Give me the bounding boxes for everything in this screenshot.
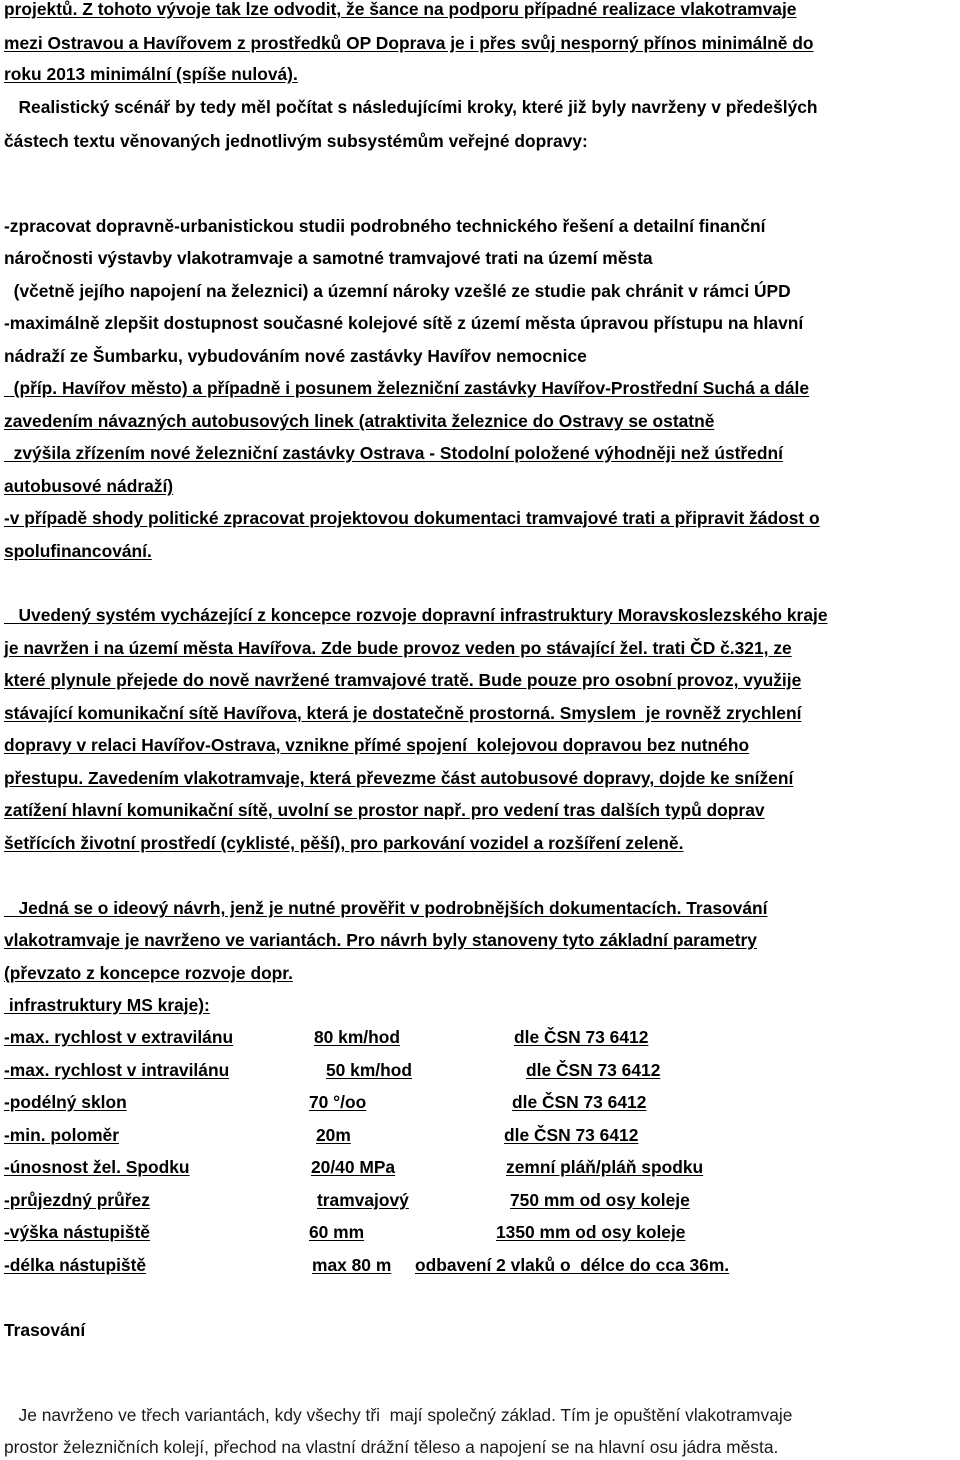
param-name: -průjezdný průřez [4,1190,150,1210]
steps-line-11: spolufinancování. [4,541,152,561]
steps-line-3: (včetně jejího napojení na železnici) a územní nároky vzešlé ze studie pak chránit v rámci ÚPD [4,281,791,301]
param-name: -délka nástupiště [4,1255,147,1275]
param-name: -min. poloměr [4,1125,119,1145]
steps-line-8: zvýšila zřízením nové železniční zastávky Ostrava - Stodolní položené výhodněji než ústřední [4,443,783,463]
system-line-4: stávající komunikační sítě Havířova, která je dostatečně prostorná. Smyslem je rovněž zrychlení [4,703,802,723]
param-value: max 80 m [312,1255,392,1275]
steps-line-2: náročnosti výstavby vlakotramvaje a samotné tramvajové trati na území města [4,248,653,268]
param-row [4,1091,684,1113]
param-ref: dle ČSN 73 6412 [512,1092,647,1112]
param-row [4,1156,764,1178]
param-value: tramvajový [317,1190,409,1210]
steps-line-4: -maximálně zlepšit dostupnost současné kolejové sítě z území města úpravou přístupu na hlavní [4,313,804,333]
section-heading-trasovani: Trasování [4,1320,86,1340]
scenario-line-1: Realistický scénář by tedy měl počítat s následujícími kroky, které již byly navrženy v předešlých [4,97,818,117]
param-value: 20/40 MPa [311,1157,396,1177]
steps-line-5: nádraží ze Šumbarku, vybudováním nové zastávky Havířov nemocnice [4,346,587,366]
param-name: -výška nástupiště [4,1222,150,1242]
param-row [4,1124,684,1146]
proposal-line-1: Jedná se o ideový návrh, jenž je nutné prověřit v podrobnějších dokumentacích. Trasování [4,898,768,918]
param-ref: 1350 mm od osy koleje [496,1222,686,1242]
steps-line-1: -zpracovat dopravně-urbanistickou studii podrobného technického řešení a detailní finanční [4,216,766,236]
param-ref: dle ČSN 73 6412 [514,1027,649,1047]
intro-line-2: mezi Ostravou a Havířovem z prostředků OP Doprava je i přes svůj nesporný přínos minimálně do [4,33,814,53]
system-line-5: dopravy v relaci Havířov-Ostrava, vznikne přímé spojení kolejovou dopravou bez nutného [4,735,750,755]
system-line-3: které plynule přejede do nově navržené tramvajové tratě. Bude pouze pro osobní provoz, využije [4,670,802,690]
scenario-line-2: částech textu věnovaných jednotlivým subsystémům veřejné dopravy: [4,131,588,151]
param-name: -únosnost žel. Spodku [4,1157,190,1177]
param-value: 50 km/hod [326,1060,413,1080]
intro-line-1: projektů. Z tohoto vývoje tak lze odvodit, že šance na podporu případné realizace vlakotramvaje [4,0,797,19]
param-row [4,1059,694,1081]
steps-line-9: autobusové nádraží) [4,476,174,496]
intro-line-3: roku 2013 minimální (spíše nulová). [4,64,298,84]
system-line-7: zatížení hlavní komunikační sítě, uvolní se prostor např. pro vedení tras dalších typů doprav [4,800,765,820]
proposal-line-3: (převzato z koncepce rozvoje dopr. [4,963,293,983]
variants-line-1: Je navrženo ve třech variantách, kdy všechy tři mají společný základ. Tím je opuštění vlakotramvaje [4,1405,793,1425]
variants-line-2: prostor železničních kolejí, přechod na vlastní drážní těleso a napojení se na hlavní osu jádra města. [4,1437,779,1457]
proposal-line-4: infrastruktury MS kraje): [4,995,210,1015]
param-row [4,1189,744,1211]
param-ref: odbavení 2 vlaků o délce do cca 36m. [415,1255,730,1275]
param-value: 80 km/hod [314,1027,401,1047]
param-name: -max. rychlost v extravilánu [4,1027,234,1047]
param-row [4,1254,804,1276]
param-row [4,1221,744,1243]
param-ref: zemní pláň/pláň spodku [506,1157,704,1177]
system-line-1: Uvedený systém vycházející z koncepce rozvoje dopravní infrastruktury Moravskoslezského kraje [4,605,828,625]
proposal-line-2: vlakotramvaje je navrženo ve variantách. Pro návrh byly stanoveny tyto základní parametry [4,930,757,950]
system-line-8: šetřících životní prostředí (cyklisté, pěší), pro parkování vozidel a rozšíření zeleně. [4,833,684,853]
system-line-2: je navržen i na území města Havířova. Zde bude provoz veden po stávající žel. trati ČD č.321, ze [4,638,792,658]
param-name: -podélný sklon [4,1092,127,1112]
steps-line-7: zavedením návazných autobusových linek (atraktivita železnice do Ostravy se ostatně [4,411,715,431]
param-row [4,1026,684,1048]
param-ref: dle ČSN 73 6412 [504,1125,639,1145]
system-line-6: přestupu. Zavedením vlakotramvaje, která převezme část autobusové dopravy, dojde ke snížení [4,768,794,788]
steps-line-10: -v případě shody politické zpracovat projektovou dokumentaci tramvajové trati a připravit žádost o [4,508,820,528]
param-name: -max. rychlost v intravilánu [4,1060,230,1080]
param-value: 60 mm [309,1222,365,1242]
steps-line-6: (příp. Havířov město) a případně i posunem železniční zastávky Havířov-Prostřední Suchá a dále [4,378,810,398]
param-value: 70 °/oo [309,1092,367,1112]
param-ref: 750 mm od osy koleje [510,1190,690,1210]
param-ref: dle ČSN 73 6412 [526,1060,661,1080]
param-value: 20m [316,1125,351,1145]
